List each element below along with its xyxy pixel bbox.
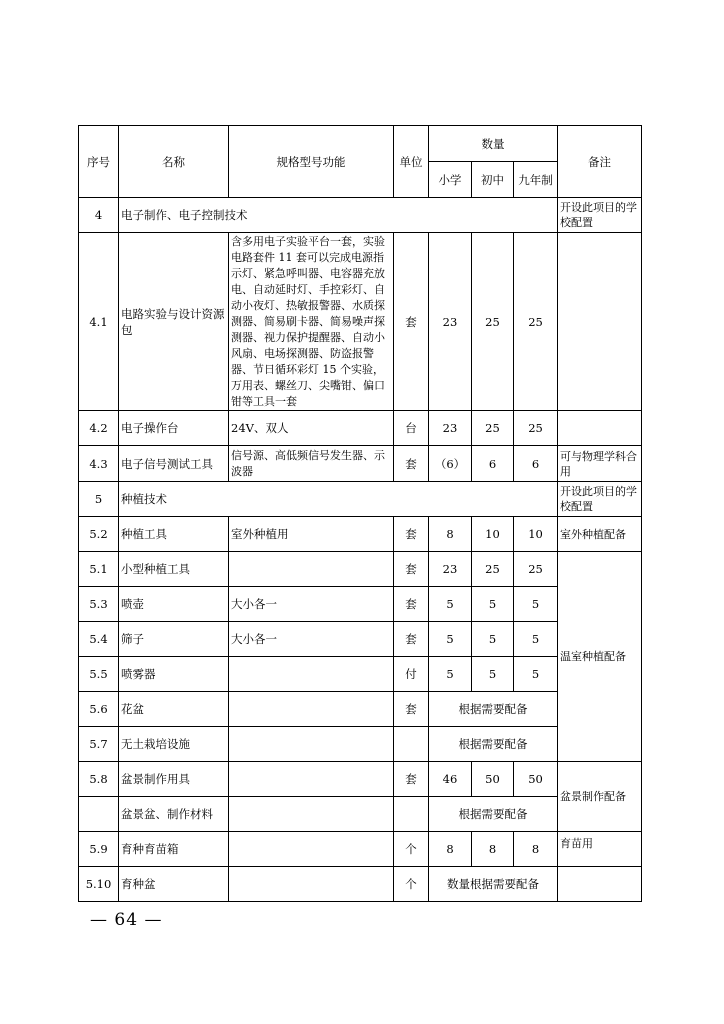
section-no: 4 — [79, 198, 119, 233]
row-primary: 5 — [429, 657, 472, 692]
header-qty: 数量 — [429, 126, 558, 162]
row-qty-merged: 数量根据需要配备 — [429, 867, 558, 902]
row-nine-year: 6 — [514, 446, 558, 482]
header-junior: 初中 — [472, 162, 514, 198]
row-junior: 5 — [472, 657, 514, 692]
row-name: 筛子 — [119, 622, 229, 657]
row-name: 无土栽培设施 — [119, 727, 229, 762]
row-unit: 套 — [394, 552, 429, 587]
row-nine-year: 5 — [514, 657, 558, 692]
section-note: 开设此项目的学校配置 — [558, 198, 642, 233]
row-note — [558, 867, 642, 902]
row-junior: 6 — [472, 446, 514, 482]
row-unit: 个 — [394, 832, 429, 867]
row-nine-year: 5 — [514, 587, 558, 622]
table-row — [79, 657, 642, 692]
row-nine-year: 10 — [514, 517, 558, 552]
row-note-greenhouse: 温室种植配备 — [558, 552, 642, 762]
row-junior: 10 — [472, 517, 514, 552]
table-row — [79, 622, 642, 657]
row-no — [79, 797, 119, 832]
header-nine-year: 九年制 — [514, 162, 558, 198]
row-name: 电子操作台 — [119, 411, 229, 446]
row-note: 育苗用 — [558, 832, 642, 867]
row-spec: 含多用电子实验平台一套，实验电路套件 11 套可以完成电源指示灯、紧急呼叫器、电容器充放电、自动延时灯、手控彩灯、自动小夜灯、热敏报警器、水质探测器、简易刷卡器、简易噪声探测器、视力保护提醒器、自动小风扇、电场探测器、防盗报警器、节日循环彩灯 15 个实验，万用表、螺丝刀、尖嘴钳、偏口钳等工具一套 — [229, 233, 394, 411]
row-no: 5.10 — [79, 867, 119, 902]
row-qty-merged: 根据需要配备 — [429, 692, 558, 727]
row-name: 盆景制作用具 — [119, 762, 229, 797]
table-row — [79, 867, 642, 902]
row-unit: 套 — [394, 233, 429, 411]
section-note: 开设此项目的学校配置 — [558, 482, 642, 517]
row-spec — [229, 867, 394, 902]
row-junior: 25 — [472, 552, 514, 587]
row-name: 育种盆 — [119, 867, 229, 902]
row-note: 室外种植配备 — [558, 517, 642, 552]
row-spec — [229, 692, 394, 727]
table-row — [79, 692, 642, 727]
row-no: 4.1 — [79, 233, 119, 411]
row-primary: 5 — [429, 587, 472, 622]
row-spec — [229, 727, 394, 762]
row-primary: （6） — [429, 446, 472, 482]
row-unit: 套 — [394, 587, 429, 622]
row-primary: 23 — [429, 233, 472, 411]
row-unit — [394, 727, 429, 762]
row-primary: 46 — [429, 762, 472, 797]
row-name: 喷雾器 — [119, 657, 229, 692]
table-row — [79, 797, 642, 832]
row-no: 5.3 — [79, 587, 119, 622]
row-nine-year: 25 — [514, 233, 558, 411]
row-primary: 8 — [429, 832, 472, 867]
header-primary: 小学 — [429, 162, 472, 198]
row-unit: 付 — [394, 657, 429, 692]
row-junior: 5 — [472, 587, 514, 622]
row-name: 电路实验与设计资源包 — [119, 233, 229, 411]
table-row — [79, 446, 642, 482]
row-unit — [394, 797, 429, 832]
row-primary: 5 — [429, 622, 472, 657]
row-nine-year: 8 — [514, 832, 558, 867]
row-note-bonsai: 盆景制作配备 — [558, 762, 642, 832]
table-row — [79, 517, 642, 552]
row-no: 5.2 — [79, 517, 119, 552]
row-name: 小型种植工具 — [119, 552, 229, 587]
row-unit: 套 — [394, 622, 429, 657]
row-spec — [229, 552, 394, 587]
section-row — [79, 198, 642, 233]
row-unit: 套 — [394, 762, 429, 797]
header-spec: 规格型号功能 — [229, 126, 394, 198]
row-primary: 23 — [429, 411, 472, 446]
row-nine-year: 25 — [514, 552, 558, 587]
section-title: 电子制作、电子控制技术 — [119, 198, 558, 233]
row-spec: 大小各一 — [229, 587, 394, 622]
section-row — [79, 482, 642, 517]
row-no: 5.9 — [79, 832, 119, 867]
row-note — [558, 411, 642, 446]
table-row — [79, 762, 642, 797]
row-spec: 大小各一 — [229, 622, 394, 657]
row-name: 育种育苗箱 — [119, 832, 229, 867]
row-note — [558, 233, 642, 411]
row-name: 盆景盆、制作材料 — [119, 797, 229, 832]
row-spec — [229, 657, 394, 692]
table-row — [79, 233, 642, 411]
row-spec — [229, 832, 394, 867]
row-name: 种植工具 — [119, 517, 229, 552]
row-no: 5.7 — [79, 727, 119, 762]
header-row — [79, 126, 642, 162]
header-no: 序号 — [79, 126, 119, 198]
row-unit: 个 — [394, 867, 429, 902]
table-row — [79, 552, 642, 587]
row-qty-merged: 根据需要配备 — [429, 797, 558, 832]
row-no: 5.6 — [79, 692, 119, 727]
row-name: 喷壶 — [119, 587, 229, 622]
row-nine-year: 50 — [514, 762, 558, 797]
row-junior: 50 — [472, 762, 514, 797]
row-spec: 室外种植用 — [229, 517, 394, 552]
header-unit: 单位 — [394, 126, 429, 198]
table-row — [79, 587, 642, 622]
row-primary: 23 — [429, 552, 472, 587]
section-title: 种植技术 — [119, 482, 558, 517]
row-spec — [229, 762, 394, 797]
row-spec: 信号源、高低频信号发生器、示波器 — [229, 446, 394, 482]
equipment-table — [78, 125, 642, 902]
row-note: 可与物理学科合用 — [558, 446, 642, 482]
row-unit: 套 — [394, 517, 429, 552]
row-qty-merged: 根据需要配备 — [429, 727, 558, 762]
row-unit: 套 — [394, 446, 429, 482]
row-junior: 8 — [472, 832, 514, 867]
row-no: 5.5 — [79, 657, 119, 692]
row-primary: 8 — [429, 517, 472, 552]
table-row — [79, 727, 642, 762]
table-row — [79, 411, 642, 446]
row-no: 5.8 — [79, 762, 119, 797]
row-nine-year: 25 — [514, 411, 558, 446]
row-spec: 24V、双人 — [229, 411, 394, 446]
row-name: 花盆 — [119, 692, 229, 727]
row-spec — [229, 797, 394, 832]
row-name: 电子信号测试工具 — [119, 446, 229, 482]
row-junior: 25 — [472, 233, 514, 411]
header-name: 名称 — [119, 126, 229, 198]
row-junior: 25 — [472, 411, 514, 446]
row-no: 5.1 — [79, 552, 119, 587]
table-row — [79, 832, 642, 867]
header-note: 备注 — [558, 126, 642, 198]
row-nine-year: 5 — [514, 622, 558, 657]
row-unit: 台 — [394, 411, 429, 446]
row-no: 4.2 — [79, 411, 119, 446]
row-no: 5.4 — [79, 622, 119, 657]
row-no: 4.3 — [79, 446, 119, 482]
row-junior: 5 — [472, 622, 514, 657]
page-number: — 64 — — [90, 910, 163, 930]
row-unit: 套 — [394, 692, 429, 727]
section-no: 5 — [79, 482, 119, 517]
